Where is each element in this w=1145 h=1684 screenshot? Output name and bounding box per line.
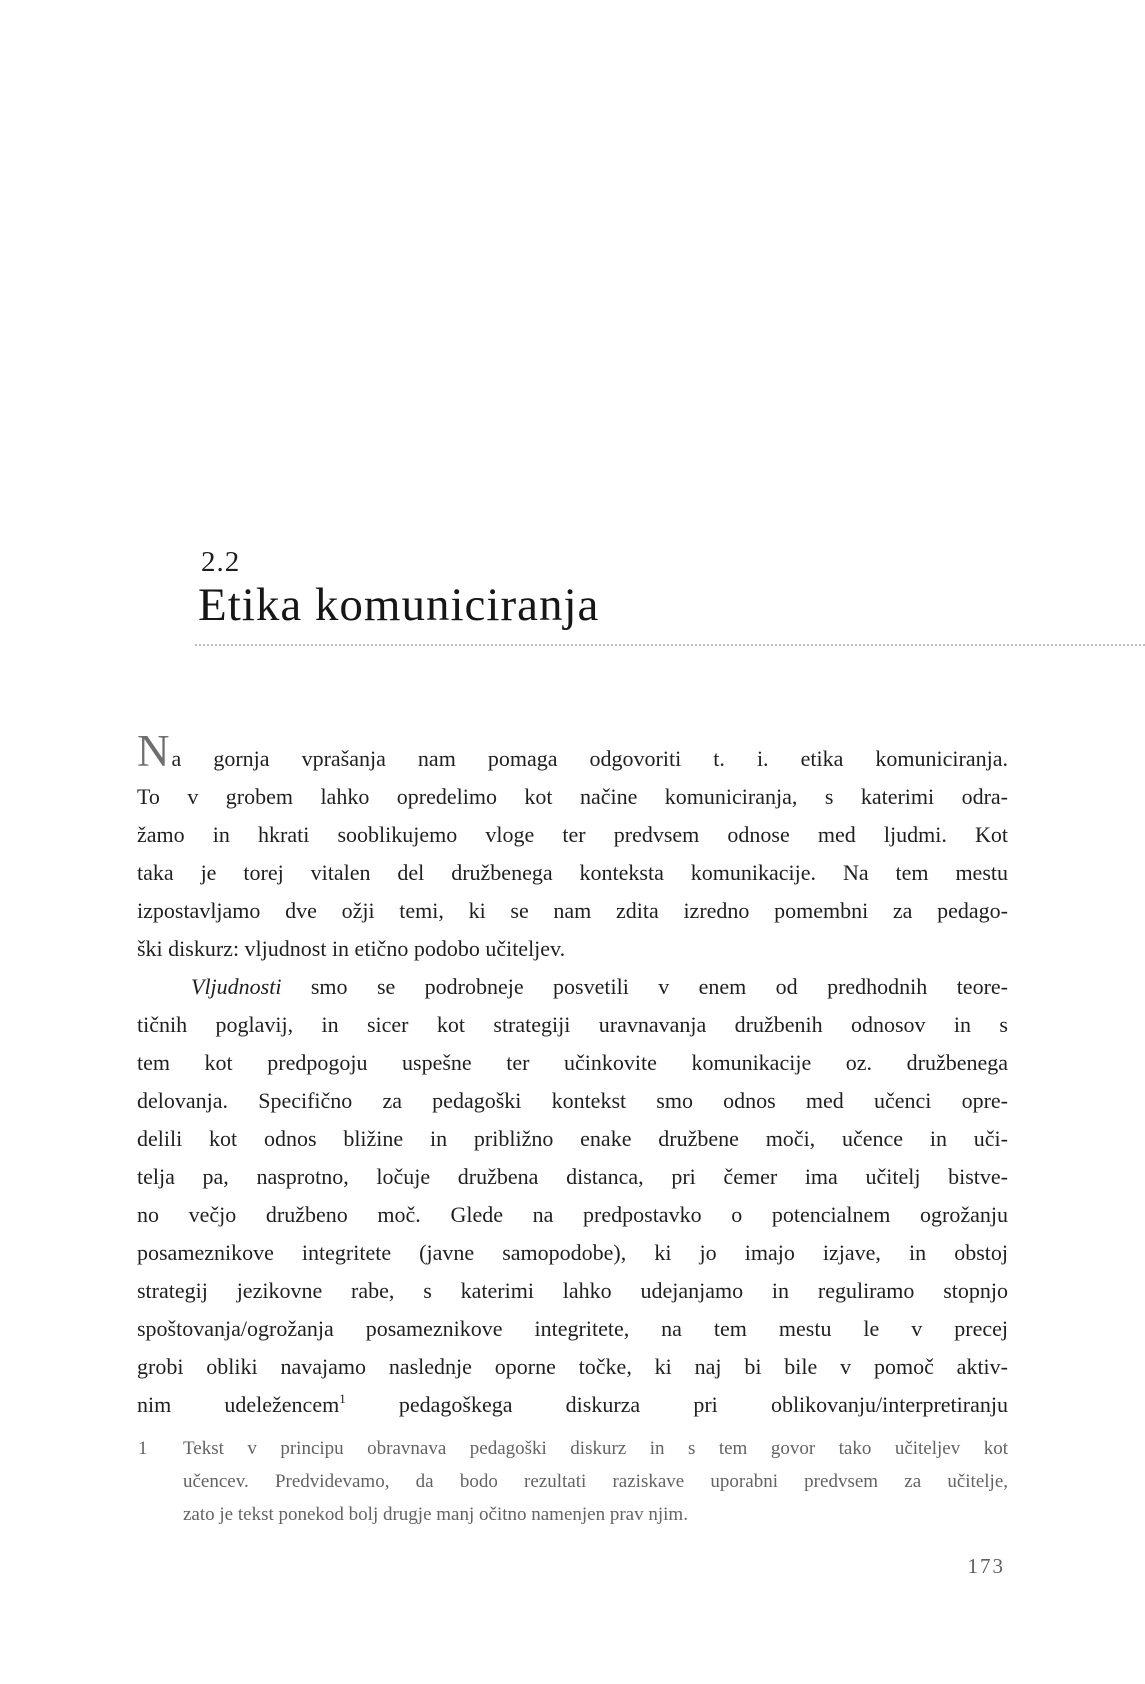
text-line: ški diskurz: vljudnost in etično podobo učiteljev. [137,936,566,961]
text-line-content: pedagoškega diskurza pri oblikovanju/interpretiranju [345,1392,1008,1417]
text-line: strategij jezikovne rabe, s katerimi lahko udejanjamo in reguliramo stopnjo [137,1278,1008,1303]
text-line-content: smo se podrobneje posvetili v enem od predhodnih teore- [281,974,1008,999]
text-line-content: a gornja vprašanja nam pomaga odgovoriti t. i. etika komuniciranja. [171,746,1008,771]
text-line: izpostavljamo dve ožji temi, ki se nam zdita izredno pomembni za pedago- [137,898,1008,923]
italic-lead: Vljudnosti [191,974,282,999]
text-line-content: nim udeležencem [137,1392,340,1417]
text-line: grobi obliki navajamo naslednje oporne točke, ki naj bi bile v pomoč aktiv- [137,1354,1008,1379]
body-text [137,726,1008,1427]
chapter-title: Etika komuniciranja [198,579,600,631]
text-line: žamo in hkrati sooblikujemo vloge ter predvsem odnose med ljudmi. Kot [137,822,1008,847]
text-line: no večjo družbeno moč. Glede na predpostavko o potencialnem ogrožanju [137,1202,1008,1227]
footnote-line: Tekst v principu obravnava pedagoški diskurz in s tem govor tako učiteljev kot [183,1438,1008,1459]
footnote-number: 1 [138,1438,148,1459]
text-line: tičnih poglavij, in sicer kot strategiji uravnavanja družbenih odnosov in s [137,1012,1008,1037]
paragraph-2 [137,968,1008,1427]
text-line: spoštovanja/ogrožanja posameznikove integritete, na tem mestu le v precej [137,1316,1008,1341]
text-line: delili kot odnos bližine in približno enake družbene moči, učence in uči- [137,1126,1008,1151]
text-line: telja pa, nasprotno, ločuje družbena distanca, pri čemer ima učitelj bistve- [137,1164,1008,1189]
text-line: To v grobem lahko opredelimo kot načine komuniciranja, s katerimi odra- [137,784,1008,809]
footnote-line: zato je tekst ponekod bolj drugje manj očitno namenjen prav njim. [183,1504,688,1525]
text-line: posameznikove integritete (javne samopodobe), ki jo imajo izjave, in obstoj [137,1240,1008,1265]
page-number: 173 [967,1554,1005,1578]
text-line [137,726,1008,778]
footnote-line: učencev. Predvidevamo, da bodo rezultati raziskave uporabni predvsem za učitelje, [183,1471,1008,1492]
footnote [137,1432,1008,1531]
text-line [137,968,1008,1006]
title-divider [195,644,1145,646]
text-line [137,1386,1008,1427]
section-number: 2.2 [201,546,241,578]
text-line: taka je torej vitalen del družbenega konteksta komunikacije. Na tem mestu [137,860,1008,885]
footnote-reference: 1 [339,1391,346,1406]
footnote-text [183,1432,1008,1531]
drop-cap: N [137,726,170,776]
paragraph-1 [137,726,1008,968]
text-line: tem kot predpogoju uspešne ter učinkovite komunikacije oz. družbenega [137,1050,1008,1075]
text-line: delovanja. Specifično za pedagoški kontekst smo odnos med učenci opre- [137,1088,1008,1113]
